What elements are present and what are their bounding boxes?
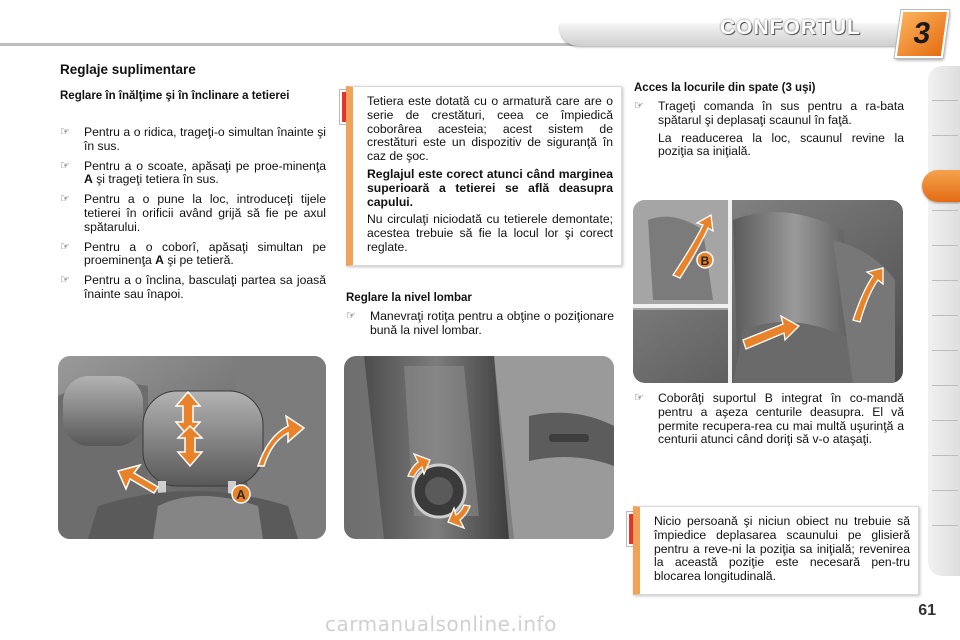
pointer-icon: ☞ — [60, 126, 70, 138]
label-a: A — [236, 487, 246, 502]
headrest-subtitle: Reglare în înălţime şi în înclinare a tetierei — [60, 90, 290, 102]
watermark: carmanualsonline.info — [325, 612, 557, 636]
section-title: Reglaje suplimentare — [60, 62, 196, 77]
tab-divider — [932, 280, 958, 281]
tab-divider — [932, 525, 958, 526]
note-text-bold: Reglajul este corect atunci când marginea superioară a tetierei se află deasupra capului. — [367, 166, 613, 209]
pointer-icon: ☞ — [346, 310, 356, 322]
list-item-continuation: La readucerea la loc, scaunul revine la poziţia sa iniţială. — [658, 130, 904, 159]
rear-access-instructions — [634, 100, 904, 159]
tab-divider — [932, 490, 958, 491]
seat-rail-note — [633, 506, 919, 595]
lumbar-instructions — [346, 310, 614, 344]
page-title: CONFORTUL — [720, 16, 861, 39]
note-text: Tetiera este dotată cu o armatură care are o serie de crestături, ceea ce împiedică coborârea acesteia; acest sistem de crestături este un dispozitiv de siguranţă în caz de şoc. — [367, 94, 613, 164]
tab-divider — [932, 100, 958, 101]
pointer-icon: ☞ — [60, 274, 70, 287]
tab-divider — [932, 455, 958, 456]
pointer-icon: ☞ — [60, 159, 70, 172]
headrest-instructions — [60, 126, 326, 308]
list-item: ☞ Pentru a o scoate, apăsaţi pe proe-minenţa A şi trageţi tetiera în sus. — [60, 158, 326, 187]
chapter-tab-active[interactable] — [922, 170, 960, 202]
list-item: ☞ Pentru a o pune la loc, introduceţi tijele tetierei în orificii având grijă să fie pe axul spătarului. — [60, 192, 326, 234]
tab-divider — [932, 135, 958, 136]
note-text: Nicio persoană şi niciun obiect nu trebuie să împiedice deplasarea scaunului pe glisieră pentru a reve-ni la poziţia sa iniţială; revenirea la această poziţie este necesară pen-tru blocarea longitudinală. — [654, 514, 910, 584]
tab-divider — [932, 385, 958, 386]
seat-belt-support-instructions — [634, 392, 904, 453]
page-number: 61 — [918, 602, 936, 619]
chapter-number: 3 — [911, 17, 933, 50]
tab-divider — [932, 210, 958, 211]
lumbar-photo — [344, 356, 614, 539]
note-text: Nu circulaţi niciodată cu tetierele demontate; acestea trebuie să fie la locul lor şi corect reglate. — [367, 212, 613, 254]
list-item: ☞ Manevraţi rotiţa pentru a obţine o poziţionare bună la nivel lombar. — [346, 309, 614, 337]
pointer-icon: ☞ — [60, 240, 70, 253]
chapter-tab-column — [928, 66, 960, 576]
pointer-icon: ☞ — [634, 100, 644, 112]
rear-access-subtitle: Acces la locurile din spate (3 uşi) — [634, 82, 816, 94]
tab-divider — [932, 350, 958, 351]
headrest-safety-note — [346, 86, 622, 266]
tab-divider — [932, 315, 958, 316]
seat-release-photo — [633, 200, 903, 383]
label-b: B — [700, 254, 710, 268]
list-item: ☞ Pentru a o ridica, trageţi-o simultan înainte şi în sus. — [60, 125, 326, 153]
tab-divider — [932, 420, 958, 421]
chapter-badge — [895, 10, 950, 58]
pointer-icon: ☞ — [634, 392, 644, 404]
list-item: ☞ Coborâţi suportul B integrat în co-mandă pentru a aşeza centurile deasupra. El vă permite recupera-rea cu mai multă uşurinţă a centurii atunci când doriţi să v-o ataşaţi. — [634, 391, 904, 447]
tab-divider — [932, 245, 958, 246]
pointer-icon: ☞ — [60, 193, 70, 206]
lumbar-subtitle: Reglare la nivel lombar — [346, 292, 472, 304]
list-item: ☞ Trageţi comanda în sus pentru a ra-bata spătarul şi deplasaţi scaunul în faţă. — [634, 99, 904, 127]
list-item: ☞ Pentru a o înclina, basculaţi partea sa joasă înainte sau înapoi. — [60, 273, 326, 301]
list-item: ☞ Pentru a o coborî, apăsaţi simultan pe proeminenţa A şi pe tetieră. — [60, 239, 326, 268]
headrest-photo — [58, 356, 326, 539]
